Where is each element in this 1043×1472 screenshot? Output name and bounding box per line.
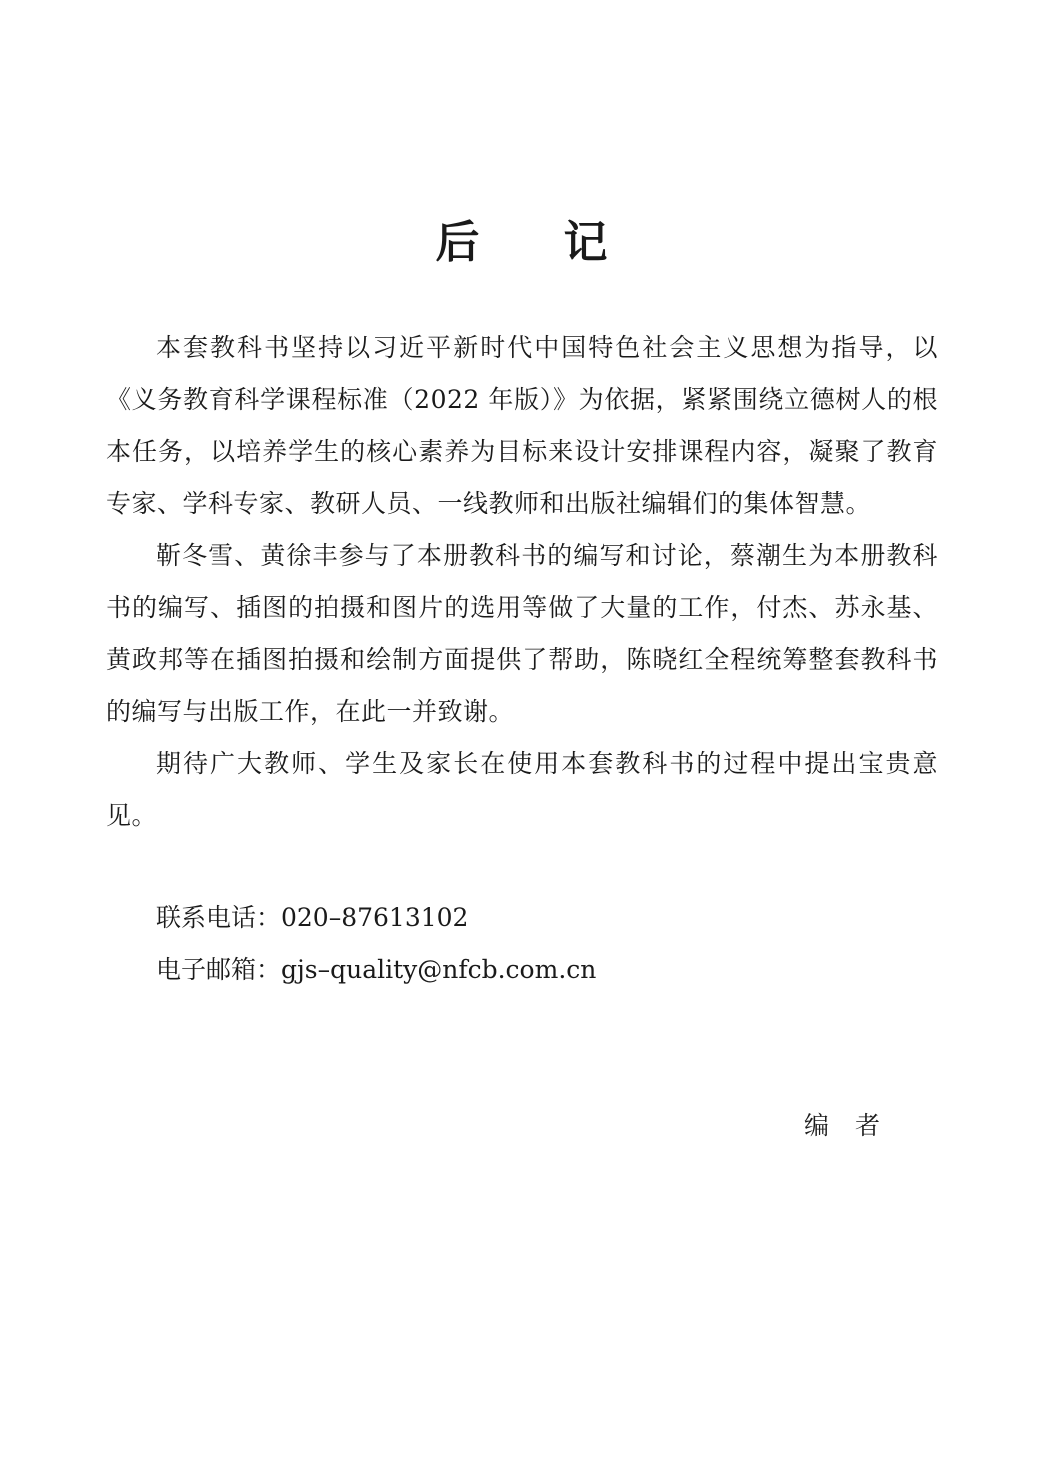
paragraph-feedback: 期待广大教师、学生及家长在使用本套教科书的过程中提出宝贵意见。 — [106, 749, 938, 830]
contact-phone: 联系电话：020–87613102 — [156, 903, 469, 932]
signature: 编者 — [804, 1111, 907, 1140]
page-title: 后记 — [435, 217, 692, 269]
paragraph-acknowledgements: 靳冬雪、黄徐丰参与了本册教科书的编写和讨论，蔡潮生为本册教科书的编写、插图的拍摄和图片的选用等做了大量的工作，付杰、苏永基、黄政邦等在插图拍摄和绘制方面提供了帮助，陈晓红全程统筹整套教科书的编写与出版工作，在此一并致谢。 — [106, 541, 938, 726]
contact-email: 电子邮箱：gjs–quality@nfcb.com.cn — [156, 955, 597, 984]
paragraph-intro: 本套教科书坚持以习近平新时代中国特色社会主义思想为指导，以《义务教育科学课程标准（2022 年版）》为依据，紧紧围绕立德树人的根本任务，以培养学生的核心素养为目标来设计安排课程内容，凝聚了教育专家、学科专家、教研人员、一线教师和出版社编辑们的集体智慧。 — [106, 333, 938, 518]
body-text — [106, 322, 938, 842]
contact-info — [156, 892, 856, 996]
